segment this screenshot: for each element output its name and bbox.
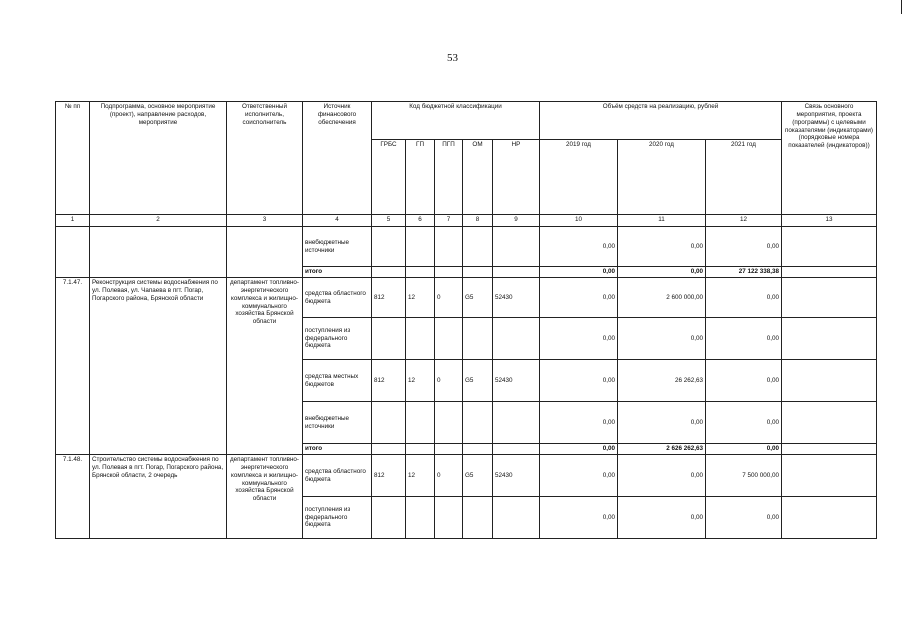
source-cell: итого bbox=[303, 267, 372, 278]
link-cell bbox=[782, 267, 877, 278]
value-2019: 0,00 bbox=[540, 402, 618, 444]
value-2020: 0,00 bbox=[618, 267, 706, 278]
column-number: 6 bbox=[406, 215, 435, 227]
column-number: 3 bbox=[227, 215, 303, 227]
value-2021: 0,00 bbox=[706, 227, 782, 267]
source-cell: внебюджетные источники bbox=[303, 402, 372, 444]
value-2020: 2 600 000,00 bbox=[618, 278, 706, 318]
link-cell bbox=[782, 444, 877, 455]
header-row-1 bbox=[56, 102, 877, 140]
pgp-cell: 0 bbox=[435, 278, 463, 318]
om-cell: G5 bbox=[463, 278, 493, 318]
column-number: 13 bbox=[782, 215, 877, 227]
link-cell bbox=[782, 360, 877, 402]
item-name: Реконструкция системы водоснабжения по ул. Полевая, ул. Чапаева в пгт. Погар, Погарского района, Брянской области bbox=[90, 278, 227, 455]
value-2020: 0,00 bbox=[618, 402, 706, 444]
column-number: 7 bbox=[435, 215, 463, 227]
value-2019: 0,00 bbox=[540, 360, 618, 402]
value-2020: 0,00 bbox=[618, 497, 706, 539]
link-cell bbox=[782, 455, 877, 497]
value-2021: 0,00 bbox=[706, 497, 782, 539]
header-gp: ГП bbox=[406, 140, 435, 215]
value-2020: 0,00 bbox=[618, 227, 706, 267]
value-2019: 0,00 bbox=[540, 227, 618, 267]
value-2021: 0,00 bbox=[706, 360, 782, 402]
header-num: № пп bbox=[56, 102, 90, 215]
gp-cell: 12 bbox=[406, 278, 435, 318]
value-2019: 0,00 bbox=[540, 278, 618, 318]
grbs-cell: 812 bbox=[372, 455, 406, 497]
source-cell: поступления из федерального бюджета bbox=[303, 318, 372, 360]
pgp-cell: 0 bbox=[435, 360, 463, 402]
value-2019: 0,00 bbox=[540, 444, 618, 455]
column-number: 1 bbox=[56, 215, 90, 227]
nr-cell: 52430 bbox=[493, 360, 540, 402]
header-2021: 2021 год bbox=[706, 140, 782, 215]
column-number: 9 bbox=[493, 215, 540, 227]
link-cell bbox=[782, 227, 877, 267]
value-2020: 26 262,63 bbox=[618, 360, 706, 402]
header-pgp: ПГП bbox=[435, 140, 463, 215]
source-cell: поступления из федерального бюджета bbox=[303, 497, 372, 539]
source-cell: средства областного бюджета bbox=[303, 455, 372, 497]
source-cell: внебюджетные источники bbox=[303, 227, 372, 267]
gp-cell: 12 bbox=[406, 455, 435, 497]
source-cell: средства местных бюджетов bbox=[303, 360, 372, 402]
link-cell bbox=[782, 318, 877, 360]
column-number: 10 bbox=[540, 215, 618, 227]
page-number: 53 bbox=[447, 52, 458, 64]
item-number: 7.1.47. bbox=[56, 278, 90, 455]
header-source: Источник финансового обеспечения bbox=[303, 102, 372, 215]
value-2021: 27 122 338,38 bbox=[706, 267, 782, 278]
item-responsible: департамент топливно-энергетического комплекса и жилищно-коммунального хозяйства Брянской области bbox=[227, 278, 303, 455]
value-2019: 0,00 bbox=[540, 267, 618, 278]
column-numbers-row bbox=[56, 215, 877, 227]
link-cell bbox=[782, 402, 877, 444]
budget-table bbox=[55, 101, 877, 539]
header-program: Подпрограмма, основное мероприятие (проект), направление расходов, мероприятие bbox=[90, 102, 227, 215]
item-name: Строительство системы водоснабжения по ул. Полевая в пгт. Погар, Погарского района, Брянской области, 2 очередь bbox=[90, 455, 227, 539]
value-2021: 0,00 bbox=[706, 444, 782, 455]
value-2021: 0,00 bbox=[706, 402, 782, 444]
header-link: Связь основного мероприятия, проекта (программы) с целевыми показателями (индикаторами) (порядковые номера показателей (индикаторов)) bbox=[782, 102, 877, 215]
num-cell bbox=[56, 227, 90, 278]
item-number: 7.1.48. bbox=[56, 455, 90, 539]
header-responsible: Ответственный исполнитель, соисполнитель bbox=[227, 102, 303, 215]
column-number: 8 bbox=[463, 215, 493, 227]
link-cell bbox=[782, 278, 877, 318]
responsible-cell bbox=[227, 227, 303, 278]
header-grbs: ГРБС bbox=[372, 140, 406, 215]
table-row bbox=[56, 278, 877, 318]
program-cell bbox=[90, 227, 227, 278]
value-2021: 7 500 000,00 bbox=[706, 455, 782, 497]
gp-cell: 12 bbox=[406, 360, 435, 402]
header-volume: Объём средств на реализацию, рублей bbox=[540, 102, 782, 140]
value-2021: 0,00 bbox=[706, 318, 782, 360]
link-cell bbox=[782, 497, 877, 539]
source-cell: итого bbox=[303, 444, 372, 455]
table-row bbox=[56, 227, 877, 267]
value-2021: 0,00 bbox=[706, 278, 782, 318]
value-2020: 0,00 bbox=[618, 455, 706, 497]
value-2019: 0,00 bbox=[540, 318, 618, 360]
column-number: 4 bbox=[303, 215, 372, 227]
nr-cell: 52430 bbox=[493, 278, 540, 318]
nr-cell: 52430 bbox=[493, 455, 540, 497]
om-cell: G5 bbox=[463, 360, 493, 402]
pgp-cell: 0 bbox=[435, 455, 463, 497]
scan-edge-mark bbox=[901, 0, 902, 14]
column-number: 2 bbox=[90, 215, 227, 227]
item-responsible: департамент топливно-энергетического комплекса и жилищно-коммунального хозяйства Брянской области bbox=[227, 455, 303, 539]
column-number: 5 bbox=[372, 215, 406, 227]
column-number: 12 bbox=[706, 215, 782, 227]
grbs-cell: 812 bbox=[372, 278, 406, 318]
value-2019: 0,00 bbox=[540, 455, 618, 497]
value-2020: 0,00 bbox=[618, 318, 706, 360]
value-2019: 0,00 bbox=[540, 497, 618, 539]
value-2020: 2 626 262,63 bbox=[618, 444, 706, 455]
om-cell: G5 bbox=[463, 455, 493, 497]
column-number: 11 bbox=[618, 215, 706, 227]
header-om: ОМ bbox=[463, 140, 493, 215]
source-cell: средства областного бюджета bbox=[303, 278, 372, 318]
header-nr: НР bbox=[493, 140, 540, 215]
table-row bbox=[56, 455, 877, 497]
header-budget-code: Код бюджетной классификации bbox=[372, 102, 540, 140]
header-2019: 2019 год bbox=[540, 140, 618, 215]
header-2020: 2020 год bbox=[618, 140, 706, 215]
grbs-cell: 812 bbox=[372, 360, 406, 402]
